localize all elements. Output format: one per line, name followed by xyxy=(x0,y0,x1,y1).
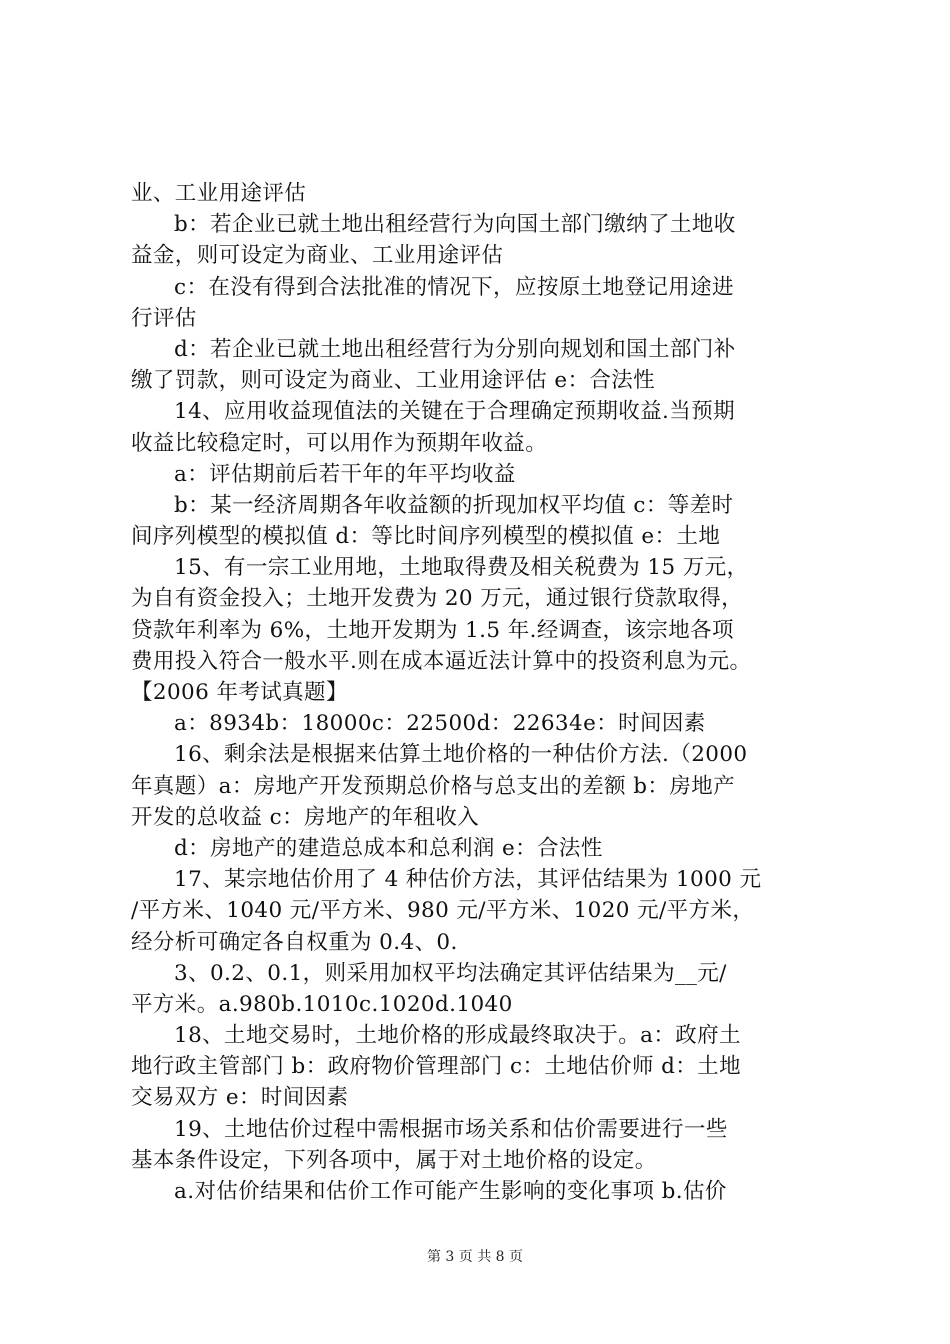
text-line: 间序列模型的模拟值 d：等比时间序列模型的模拟值 e：土地 xyxy=(131,524,721,550)
text-line: d：若企业已就土地出租经营行为分别向规划和国土部门补 xyxy=(174,336,736,362)
text-line: 16、剩余法是根据来估算土地价格的一种估价方法.（2000 xyxy=(174,742,748,768)
text-line: b：若企业已就土地出租经营行为向国土部门缴纳了土地收 xyxy=(174,212,736,238)
text-line: 行评估 xyxy=(131,305,197,331)
document-body xyxy=(131,178,831,1207)
text-line: 3、0.2、0.1，则采用加权平均法确定其评估结果为__元/ xyxy=(174,960,727,986)
text-line: 益金，则可设定为商业、工业用途评估 xyxy=(131,243,504,269)
text-line: d：房地产的建造总成本和总利润 e：合法性 xyxy=(174,835,603,861)
text-line: 缴了罚款，则可设定为商业、工业用途评估 e：合法性 xyxy=(131,368,656,394)
text-line: 费用投入符合一般水平.则在成本逼近法计算中的投资利息为元。 xyxy=(131,648,752,674)
text-line: 地行政主管部门 b：政府物价管理部门 c：土地估价师 d：土地 xyxy=(131,1054,741,1080)
text-line: 18、土地交易时，土地价格的形成最终取决于。a：政府土 xyxy=(174,1023,741,1049)
page-number-footer: 第 3 页 共 8 页 xyxy=(426,1249,524,1265)
text-line: a：8934b：18000c：22500d：22634e：时间因素 xyxy=(174,711,706,737)
text-line: 14、应用收益现值法的关键在于合理确定预期收益.当预期 xyxy=(174,399,735,425)
text-line: /平方米、1040 元/平方米、980 元/平方米、1020 元/平方米， xyxy=(131,898,755,924)
text-line: c：在没有得到合法批准的情况下，应按原土地登记用途进 xyxy=(174,274,734,300)
text-line: 业、工业用途评估 xyxy=(131,181,307,206)
text-line: 交易双方 e：时间因素 xyxy=(131,1085,349,1111)
text-line: 基本条件设定，下列各项中，属于对土地价格的设定。 xyxy=(131,1147,657,1173)
text-line: 经分析可确定各自权重为 0.4、0. xyxy=(131,929,458,955)
text-line: 平方米。a.980b.1010c.1020d.1040 xyxy=(131,991,513,1017)
text-line: 开发的总收益 c：房地产的年租收入 xyxy=(131,804,480,830)
text-line: 年真题）a：房地产开发预期总价格与总支出的差额 b：房地产 xyxy=(131,773,736,799)
text-line: 15、有一宗工业用地，土地取得费及相关税费为 15 万元， xyxy=(174,555,749,581)
text-line: a.对估价结果和估价工作可能产生影响的变化事项 b.估价 xyxy=(174,1179,727,1204)
text-line: 19、土地估价过程中需根据市场关系和估价需要进行一些 xyxy=(174,1116,728,1142)
text-line: b：某一经济周期各年收益额的折现加权平均值 c：等差时 xyxy=(174,492,734,518)
text-line: 贷款年利率为 6%，土地开发期为 1.5 年.经调查，该宗地各项 xyxy=(131,617,734,643)
text-line: a：评估期前后若干年的年平均收益 xyxy=(174,461,516,487)
text-line: 【2006 年考试真题】 xyxy=(131,680,348,705)
text-line: 收益比较稳定时，可以用作为预期年收益。 xyxy=(131,430,548,456)
text-line: 为自有资金投入；土地开发费为 20 万元，通过银行贷款取得， xyxy=(131,586,744,612)
text-line: 17、某宗地估价用了 4 种估价方法，其评估结果为 1000 元 xyxy=(174,867,762,893)
